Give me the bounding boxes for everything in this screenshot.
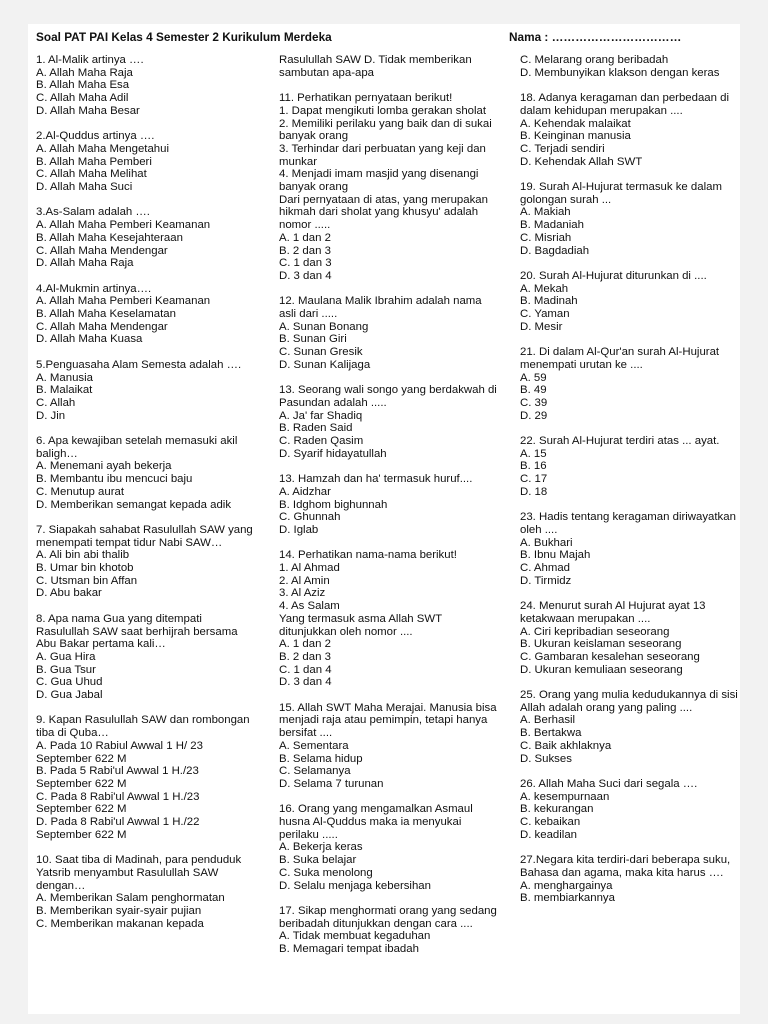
question-line: B. Allah Maha Kesejahteraan — [36, 231, 183, 244]
question-line: D. Pada 8 Rabi'ul Awwal 1 H./22 September 622 M — [36, 816, 203, 841]
question-block — [36, 613, 254, 702]
question-text: 4.Al-Mukmin artinya…. — [36, 282, 152, 295]
question-line: D. Selama 7 turunan — [279, 777, 384, 790]
question-line: D. 18 — [520, 485, 548, 498]
question-line: D. Kehendak Allah SWT — [520, 155, 643, 168]
question-block — [520, 270, 738, 334]
question-line: B. Keinginan manusia — [520, 130, 631, 143]
question-text: 2.Al-Quddus artinya …. — [36, 130, 155, 143]
question-block — [279, 54, 497, 79]
question-text: 18. Adanya keragaman dan perbedaan di dalam kehidupan merupakan .... — [520, 92, 733, 117]
question-block — [520, 689, 741, 765]
question-line: B. Gua Tsur — [36, 663, 96, 676]
question-line: C. Gambaran kesalehan seseorang — [520, 650, 700, 663]
question-line: A. 1 dan 2 — [279, 231, 331, 244]
question-line: B. 49 — [520, 384, 547, 397]
question-line: D. Allah Maha Kuasa — [36, 333, 143, 346]
question-line: B. Allah Maha Keselamatan — [36, 308, 176, 321]
question-line: C. Allah Maha Melihat — [36, 168, 147, 181]
question-line: D. Allah Maha Besar — [36, 104, 140, 117]
question-line: C. Allah Maha Adil — [36, 92, 129, 105]
question-line: B. Pada 5 Rabi'ul Awwal 1 H./23 September 622 M — [36, 765, 202, 790]
question-block — [520, 346, 738, 422]
question-line: A. Sunan Bonang — [279, 320, 369, 333]
question-text: 13. Hamzah dan ha' termasuk huruf.... — [279, 473, 473, 486]
question-line: A. Manusia — [36, 371, 93, 384]
question-line: 1. Dapat mengikuti lomba gerakan sholat — [279, 104, 487, 117]
question-line: C. Baik akhlaknya — [520, 739, 612, 752]
question-line: 2. Memiliki perilaku yang baik dan di sukai banyak orang — [279, 117, 495, 143]
question-text: 25. Orang yang mulia kedudukannya di sisi Allah adalah orang yang paling .... — [520, 689, 741, 714]
question-line: D. Mesir — [520, 320, 563, 333]
question-line: A. Ja' far Shadiq — [279, 409, 363, 422]
question-line: B. Umar bin khotob — [36, 562, 134, 575]
question-line: A. Ali bin abi thalib — [36, 549, 130, 562]
question-line: D. Ukuran kemuliaan seseorang — [520, 663, 683, 676]
question-line: C. Suka menolong — [279, 866, 373, 879]
question-text: 7. Siapakah sahabat Rasulullah SAW yang menempati tempat tidur Nabi SAW… — [36, 523, 256, 549]
question-line: 3. Terhindar dari perbuatan yang keji dan munkar — [279, 142, 490, 168]
question-line: A. Tidak membuat kegaduhan — [279, 930, 431, 943]
question-block — [36, 130, 254, 194]
question-text: 16. Orang yang mengamalkan Asmaul husna Al-Quddus maka ia menyukai perilaku ..... — [279, 803, 476, 841]
question-line: A. Bekerja keras — [279, 841, 363, 854]
question-line: A. Sementara — [279, 739, 349, 752]
question-text: 9. Kapan Rasulullah SAW dan rombongan tiba di Quba… — [36, 714, 253, 740]
question-line: B. Memagari tempat ibadah — [279, 943, 419, 956]
question-line: B. Idghom bighunnah — [279, 498, 388, 511]
question-line: A. Memberikan Salam penghormatan — [36, 892, 225, 905]
question-line: A. Allah Maha Pemberi Keamanan — [36, 219, 211, 232]
question-line: D. Jin — [36, 409, 66, 422]
question-line: 4. Menjadi imam masjid yang disenangi banyak orang — [279, 168, 482, 194]
question-line: A. Aidzhar — [279, 485, 331, 498]
question-text: 22. Surah Al-Hujurat terdiri atas ... ayat. — [520, 435, 720, 448]
question-line: D. Gua Jabal — [36, 689, 103, 702]
question-block — [279, 549, 497, 689]
question-block — [36, 54, 254, 118]
question-line: C. 39 — [520, 396, 548, 409]
question-line: 4. As Salam — [279, 600, 340, 613]
question-line: A. Gua Hira — [36, 650, 96, 663]
question-text: Rasulullah SAW D. Tidak memberikan sambutan apa-apa — [279, 54, 475, 79]
question-line: A. Ciri kepribadian seseorang — [520, 625, 670, 638]
question-text: 12. Maulana Malik Ibrahim adalah nama asli dari ..... — [279, 295, 485, 321]
question-line: D. Allah Maha Raja — [36, 257, 134, 270]
question-line: A. Makiah — [520, 206, 571, 219]
question-block — [36, 714, 254, 841]
question-line: A. Allah Maha Mengetahui — [36, 142, 169, 155]
question-block — [279, 803, 497, 892]
question-line: A. 15 — [520, 447, 547, 460]
question-line: B. Raden Said — [279, 422, 353, 435]
question-line: C. Allah Maha Mendengar — [36, 244, 168, 257]
question-text: 21. Di dalam Al-Qur'an surah Al-Hujurat menempati urutan ke .... — [520, 346, 723, 371]
question-column-2 — [279, 54, 501, 968]
question-block — [279, 295, 497, 371]
question-line: A. kesempurnaan — [520, 790, 610, 803]
question-block — [520, 854, 738, 905]
question-line: C. Selamanya — [279, 765, 351, 778]
question-block — [520, 181, 738, 257]
question-text: 15. Allah SWT Maha Merajai. Manusia bisa menjadi raja atau pemimpin, tetapi hanya bersifat .... — [279, 701, 500, 740]
question-line: C. Utsman bin Affan — [36, 574, 138, 587]
question-block — [520, 778, 738, 842]
question-line: D. Bagdadiah — [520, 244, 590, 257]
question-block — [520, 54, 738, 79]
question-text: 19. Surah Al-Hujurat termasuk ke dalam golongan surah ... — [520, 181, 726, 206]
question-block — [520, 92, 738, 168]
question-line: B. Madinah — [520, 295, 578, 308]
question-block — [36, 359, 254, 423]
question-column-3 — [520, 54, 741, 918]
question-line: D. Allah Maha Suci — [36, 181, 133, 194]
question-block — [279, 473, 497, 537]
question-line: A. Mekah — [520, 282, 569, 295]
question-line: D. Membunyikan klakson dengan keras — [520, 66, 720, 79]
question-line: B. 2 dan 3 — [279, 650, 331, 663]
question-line: C. Terjadi sendiri — [520, 142, 605, 155]
question-line: 1. Al Ahmad — [279, 562, 340, 575]
question-text: 5.Penguasaha Alam Semesta adalah …. — [36, 358, 242, 371]
question-line: D. Tirmidz — [520, 574, 572, 587]
question-line: B. Allah Maha Pemberi — [36, 155, 152, 168]
question-line: A. 1 dan 2 — [279, 638, 331, 651]
question-line: B. 2 dan 3 — [279, 244, 331, 257]
question-line: A. menghargainya — [520, 879, 613, 892]
question-line: A. Bukhari — [520, 536, 573, 549]
question-line: D. Syarif hidayatullah — [279, 447, 387, 460]
question-line: B. Allah Maha Esa — [36, 79, 130, 92]
question-line: C. Allah Maha Mendengar — [36, 320, 168, 333]
question-block — [520, 435, 738, 499]
question-line: Dari pernyataan di atas, yang merupakan hikmah dari sholat yang khusyu' adalah nomor ..... — [279, 193, 492, 232]
question-text: 17. Sikap menghormati orang yang sedang beribadah ditunjukkan dengan cara .... — [279, 904, 501, 930]
question-line: C. Ahmad — [520, 562, 571, 575]
question-text: 14. Perhatikan nama-nama berikut! — [279, 549, 457, 562]
question-line: C. Sunan Gresik — [279, 346, 363, 359]
question-text: 10. Saat tiba di Madinah, para penduduk Yatsrib menyambut Rasulullah SAW dengan… — [36, 854, 245, 892]
question-block — [36, 206, 254, 270]
question-line: C. Raden Qasim — [279, 435, 364, 448]
question-line: B. Memberikan syair-syair pujian — [36, 904, 202, 917]
question-line: C. Misriah — [520, 231, 572, 244]
question-line: A. Kehendak malaikat — [520, 117, 631, 130]
question-block — [36, 854, 254, 930]
question-line: C. Memberikan makanan kepada — [36, 917, 204, 930]
question-line: A. Berhasil — [520, 714, 576, 727]
name-field-label: Nama : …………………………… — [509, 30, 682, 44]
question-text: 27.Negara kita terdiri-dari beberapa suku, Bahasa dan agama, maka kita harus …. — [520, 854, 734, 879]
question-text: 3.As-Salam adalah …. — [36, 206, 150, 219]
question-line: C. Pada 8 Rabi'ul Awwal 1 H./23 September 622 M — [36, 790, 203, 816]
question-line: B. Selama hidup — [279, 752, 363, 765]
question-column-1 — [36, 54, 254, 943]
question-line: Yang termasuk asma Allah SWT ditunjukkan oleh nomor .... — [279, 612, 446, 638]
question-block — [279, 92, 497, 283]
exam-page — [28, 24, 740, 1014]
question-text: 6. Apa kewajiban setelah memasuki akil baligh… — [36, 435, 241, 460]
question-line: D. Iglab — [279, 523, 319, 536]
question-line: B. Bertakwa — [520, 727, 582, 740]
question-line: C. kebaikan — [520, 816, 581, 829]
question-line: B. membiarkannya — [520, 892, 615, 905]
question-block — [279, 904, 501, 956]
question-line: B. 16 — [520, 460, 547, 473]
exam-title: Soal PAT PAI Kelas 4 Semester 2 Kurikulum Merdeka — [36, 30, 332, 44]
question-block — [36, 524, 254, 600]
question-text: 1. Al-Malik artinya …. — [36, 54, 144, 66]
question-line: B. Madaniah — [520, 219, 584, 232]
question-line: C. 1 dan 4 — [279, 663, 332, 676]
question-line: A. Pada 10 Rabiul Awwal 1 H/ 23 September 622 M — [36, 739, 207, 765]
question-line: D. 29 — [520, 409, 548, 422]
question-line: B. Ukuran keislaman seseorang — [520, 638, 682, 651]
question-line: D. keadilan — [520, 828, 577, 841]
question-block — [279, 701, 500, 791]
question-line: D. Abu bakar — [36, 587, 102, 600]
question-line: D. Sunan Kalijaga — [279, 358, 371, 371]
question-text: 23. Hadis tentang keragaman diriwayatkan oleh .... — [520, 511, 740, 536]
question-text: 20. Surah Al-Hujurat diturunkan di .... — [520, 269, 707, 282]
question-line: 3. Al Aziz — [279, 587, 326, 600]
question-line: B. Ibnu Majah — [520, 549, 591, 562]
question-line: A. Allah Maha Pemberi Keamanan — [36, 295, 211, 308]
question-line: B. kekurangan — [520, 803, 594, 816]
question-text: 26. Allah Maha Suci dari segala …. — [520, 777, 698, 790]
question-text: C. Melarang orang beribadah — [520, 54, 669, 66]
question-block — [279, 384, 501, 460]
question-line: A. Allah Maha Raja — [36, 66, 133, 79]
question-line: C. Menutup aurat — [36, 485, 125, 498]
question-block — [36, 283, 254, 347]
question-block — [520, 600, 738, 676]
question-text: 13. Seorang wali songo yang berdakwah di Pasundan adalah ..... — [279, 384, 501, 409]
question-line: D. 3 dan 4 — [279, 676, 332, 689]
question-line: D. Memberikan semangat kepada adik — [36, 498, 232, 511]
question-line: B. Suka belajar — [279, 854, 357, 867]
question-block — [520, 511, 738, 587]
question-line: B. Malaikat — [36, 384, 93, 397]
question-line: 2. Al Amin — [279, 574, 330, 587]
question-line: C. Gua Uhud — [36, 676, 103, 689]
question-line: C. Ghunnah — [279, 511, 341, 524]
question-line: D. Sukses — [520, 752, 572, 765]
question-block — [36, 435, 254, 511]
question-text: 24. Menurut surah Al Hujurat ayat 13 ketakwaan merupakan .... — [520, 600, 709, 625]
question-line: D. Selalu menjaga kebersihan — [279, 879, 431, 892]
question-text: 11. Perhatikan pernyataan berikut! — [279, 92, 453, 105]
question-line: C. 1 dan 3 — [279, 257, 332, 270]
question-line: D. 3 dan 4 — [279, 269, 332, 282]
question-line: C. 17 — [520, 473, 548, 486]
question-line: B. Membantu ibu mencuci baju — [36, 473, 193, 486]
question-line: A. Menemani ayah bekerja — [36, 460, 172, 473]
question-line: A. 59 — [520, 371, 547, 384]
question-text: 8. Apa nama Gua yang ditempati Rasulullah SAW saat berhijrah bersama Abu Bakar pertama kali… — [36, 612, 241, 651]
question-line: B. Sunan Giri — [279, 333, 347, 346]
question-line: C. Yaman — [520, 308, 570, 321]
question-line: C. Allah — [36, 396, 76, 409]
